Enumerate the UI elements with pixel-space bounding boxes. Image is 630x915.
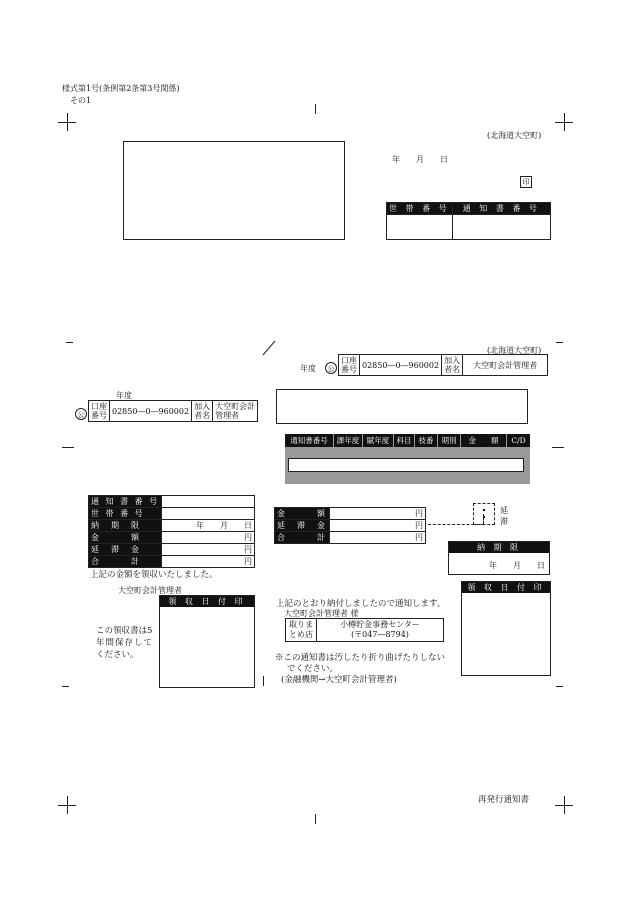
fold-mark — [66, 342, 73, 343]
grid-header: 課年度 — [334, 434, 363, 447]
account-number: 02850―0―960002 — [360, 355, 442, 376]
slip-year-label-left: 年度 — [116, 391, 132, 400]
form-sub: その1 — [70, 96, 92, 105]
row-label: 通 知 書 番 号 — [89, 496, 162, 508]
fold-mark — [62, 447, 74, 448]
handling-note: ※この通知書は汚したり折り曲げたりしない でください。 (金融機関→大空町会計管理者) — [275, 653, 446, 685]
notice-amount-value: 円 — [330, 508, 426, 520]
reissue-title: 再発行通知書 — [478, 795, 530, 805]
notice-message: 上記のとおり納付しましたので通知します。 — [276, 599, 446, 609]
ocr-grid — [285, 434, 530, 484]
late-label: 延 滞 — [500, 506, 508, 526]
fold-mark — [552, 447, 564, 448]
receipt-manager: 大空町会計管理者 — [118, 586, 182, 595]
received-message: 上記の金額を領収いたしました。 — [90, 570, 218, 580]
store-name: 小樽貯金事務センター — [340, 620, 420, 629]
member-name: 大空町会計管理者 — [463, 355, 548, 376]
crop-mark — [315, 814, 316, 824]
amount-value: 円 — [162, 532, 255, 544]
notice-no-value — [162, 496, 255, 508]
crop-mark — [564, 113, 565, 131]
grid-header: 金 額 — [461, 434, 507, 447]
notice-manager: 大空町会計管理者 様 — [284, 609, 359, 618]
notice-stamp-title: 領 収 日 付 印 — [462, 582, 550, 593]
store-label: 取りま — [289, 620, 313, 629]
row-label: 金 額 — [89, 532, 162, 544]
notice-stamp-box — [461, 581, 551, 676]
account-label: 口座 — [341, 356, 357, 365]
notice-late-fee-value: 円 — [330, 520, 426, 532]
store-table: 取りま とめ店 小樽貯金事務センター (〒047―8794) — [285, 618, 444, 642]
crop-mark — [315, 104, 316, 114]
receipt-stamp-title: 領 収 日 付 印 — [160, 596, 254, 607]
late-fee-connector — [428, 524, 484, 525]
issuer-top: (北海道大空町) — [487, 131, 542, 140]
late-fee-checkbox[interactable] — [473, 503, 495, 525]
grid-header: C/D — [511, 436, 526, 445]
grid-header: 枝番 — [415, 434, 438, 447]
due-date-box — [448, 541, 550, 575]
diagonal-mark — [262, 340, 276, 356]
household-table — [386, 202, 551, 240]
notice-number-header: 通 知 書 番 号 — [452, 203, 550, 215]
household-value — [162, 508, 255, 520]
issue-date: 年 月 日 — [392, 155, 448, 164]
ko-seal-left: 公 — [75, 408, 87, 420]
member-name-left: 大空町会計 — [215, 402, 256, 411]
account-table-left: 口座 番号 02850―0―960002 加入 者名 大空町会計 管理者 — [88, 400, 258, 422]
due-date-title: 納 期 限 — [449, 542, 549, 553]
household-number-header: 世 帯 番 号 — [387, 203, 453, 215]
fold-mark — [556, 342, 563, 343]
row-label: 延 滞 金 — [275, 520, 330, 532]
form-number: 様式第1号(条例第2条第3号関係) — [62, 84, 180, 93]
notice-amount-table — [274, 507, 426, 544]
receipt-stamp-box — [159, 595, 255, 688]
member-label: 加入 — [444, 356, 461, 365]
row-label: 延 滞 金 — [89, 544, 162, 556]
keep-note: この領収書は5 年間保存して ください。 — [96, 626, 154, 660]
grid-header: 賦年度 — [363, 434, 394, 447]
payer-box — [276, 389, 528, 424]
household-number-cell — [387, 215, 453, 240]
grid-header: 科目 — [394, 434, 415, 447]
crop-mark — [564, 796, 565, 814]
account-number-left: 02850―0―960002 — [110, 401, 192, 422]
store-zip: (〒047―8794) — [351, 630, 409, 639]
slip-issuer: (北海道大空町) — [487, 346, 542, 355]
row-label: 合 計 — [89, 556, 162, 568]
account-table-right: 口座 番号 02850―0―960002 加入 者名 大空町会計管理者 — [338, 354, 548, 376]
fold-mark — [62, 686, 69, 687]
grid-header: 通知書番号 — [285, 434, 334, 447]
crop-mark — [67, 113, 68, 131]
receipt-table — [88, 495, 255, 568]
row-label: 世 帯 番 号 — [89, 508, 162, 520]
row-label: 合 計 — [275, 532, 330, 544]
notice-number-cell — [452, 215, 550, 240]
due-date-value: 年 月 日 — [162, 520, 255, 532]
fold-mark — [263, 676, 264, 686]
grid-header: 期別 — [438, 434, 461, 447]
total-value: 円 — [162, 556, 255, 568]
address-box — [123, 141, 345, 240]
crop-mark — [67, 796, 68, 814]
notice-total-value: 円 — [330, 532, 426, 544]
due-date-value-notice: 年 月 日 — [489, 561, 545, 570]
row-label: 金 額 — [275, 508, 330, 520]
ko-seal: 公 — [325, 362, 337, 374]
slip-year-label: 年度 — [300, 364, 316, 373]
late-fee-value: 円 — [162, 544, 255, 556]
seal-mark: 印 — [520, 176, 532, 188]
late-fee-connector — [483, 514, 484, 524]
ocr-entry-row — [288, 458, 524, 472]
fold-mark — [556, 686, 563, 687]
row-label: 納 期 限 — [89, 520, 162, 532]
